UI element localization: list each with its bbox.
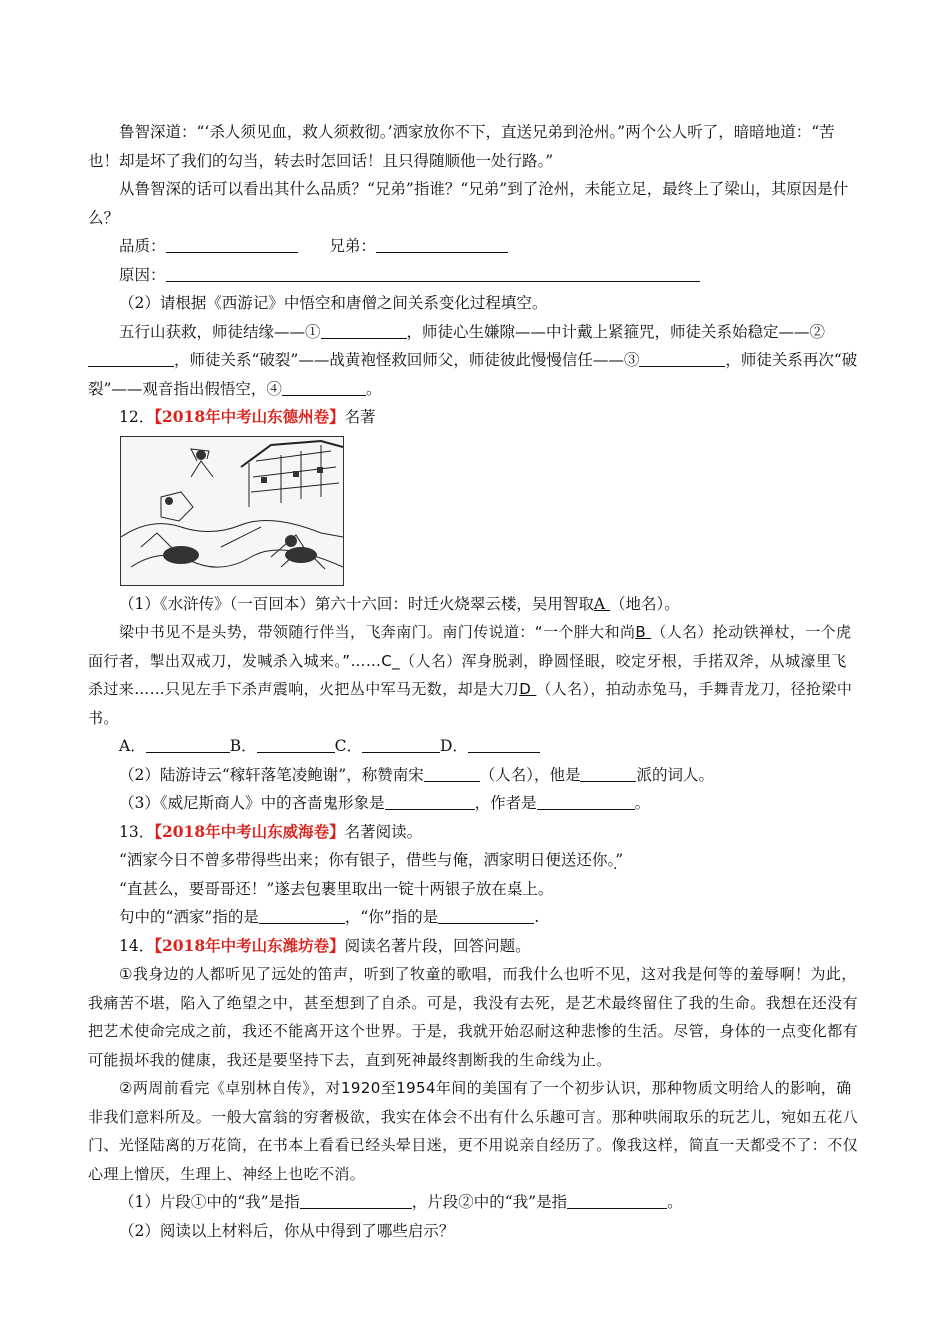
q14-para2: ②两周前看完《卓别林自传》，对1920至1954年间的美国有了一个初步认识，那种物质文明给人的影响，确非我们意料所及。一般大富翁的穷奢极欲，我实在体会不出有什么乐趣可言。那种哄闹取乐的玩艺儿，宛如五花八门、光怪陆离的万花筒，在书本上看看已经头晕目迷，更不用说亲自经历了。像我这样，简直一天都受不了：不仅心理上憎厌，生理上、神经上也吃不消。 — [88, 1079, 859, 1183]
blank-3[interactable] — [639, 348, 725, 367]
q11-question: 从鲁智深的话可以看出其什么品质？“兄弟”指谁？“兄弟”到了沧州，未能立足，最终上了梁山，其原因是什么？ — [88, 180, 849, 227]
blank-D[interactable]: D — [519, 680, 537, 698]
q14-para1: ①我身边的人都听见了远处的笛声，听到了牧童的歌唱，而我什么也听不见，这对我是何等的羞辱啊！为此，我痛苦不堪，陷入了绝望之中，甚至想到了自杀。可是，我没有去死，是艺术最终留住了我的生命。我想在还没有把艺术使命完成之前，我还不能离开这个世界。于是，我就开始忍耐这种悲惨的生活。尽管，身体的一点变化都有可能损坏我的健康，我还是要坚持下去，直到死神最终割断我的生命线为止。 — [88, 965, 859, 1069]
blank-me-2[interactable] — [567, 1190, 667, 1209]
blank-reason[interactable] — [166, 263, 700, 282]
q12-part1: （1）《水浒传》（一百回本）第六十六回：时迁火烧翠云楼，吴用智取A （地名）。 — [119, 594, 680, 613]
answer-C[interactable] — [362, 734, 440, 753]
blank-school[interactable] — [580, 763, 636, 782]
illustration-svg — [121, 437, 343, 585]
blank-A[interactable]: A — [593, 594, 610, 613]
blank-author[interactable] — [537, 791, 635, 810]
answer-A[interactable] — [146, 734, 230, 753]
q13-line1: “洒家今日不曾多带得些出来；你有银子，借些与俺，洒家明日便送还你。” — [119, 851, 624, 869]
q11-passage: 鲁智深道：“‘杀人须见血，救人须救彻。’洒家放你不下，直送兄弟到沧州。”两个公人听了，暗暗地道：“苦也！却是坏了我们的勾当，转去时怎回话！且只得随顺他一处行路。” — [88, 123, 835, 170]
blank-poet[interactable] — [424, 763, 480, 782]
answer-D[interactable] — [468, 734, 540, 753]
emphasis-ni: 你 — [591, 851, 608, 869]
q14-source: 【2018年中考山东潍坊卷】 — [154, 935, 345, 955]
q12-answers: A． B． C． D． — [88, 732, 860, 761]
blank-4[interactable] — [282, 377, 366, 396]
q11-part2-fill: 五行山获救，师徒结缘——① ，师徒心生嫌隙——中计戴上紧箍咒，师徒关系始稳定——②，师徒关系“破裂”——战黄袍怪救回师父，师徒彼此慢慢信任——③ ，师徒关系再次“破裂”——观音指出假悟空，④ 。 — [88, 318, 860, 404]
q14-header: 14．【2018年中考山东潍坊卷】阅读名著片段，回答问题。 — [119, 935, 531, 955]
answer-B[interactable] — [257, 734, 335, 753]
q11-answer-line-2: 原因： — [88, 261, 860, 290]
q14-part1: （1）片段①中的“我”是指 ，片段②中的“我”是指 。 — [88, 1188, 860, 1217]
blank-1[interactable] — [321, 320, 407, 339]
blank-ni[interactable] — [438, 905, 534, 924]
blank-sajia[interactable] — [259, 905, 345, 924]
q13-source: 【2018年中考山东威海卷】 — [154, 821, 345, 841]
q13-line2: “直甚么，要哥哥还！”遂去包裹里取出一锭十两银子放在桌上。 — [119, 879, 554, 898]
q12-part2: （2）陆游诗云“稼轩落笔凌鲍谢”，称赞南宋 （人名），他是 派的词人。 — [88, 761, 860, 790]
q12-header: 12．【2018年中考山东德州卷】名著 — [119, 407, 376, 426]
battle-illustration — [120, 436, 344, 586]
blank-quality[interactable] — [166, 234, 298, 253]
blank-me-1[interactable] — [300, 1190, 412, 1209]
q12-part3: （3）《威尼斯商人》中的吝啬鬼形象是 ，作者是 。 — [88, 789, 860, 818]
blank-brother[interactable] — [376, 234, 508, 253]
q11-part2-prompt: （2）请根据《西游记》中悟空和唐僧之间关系变化过程填空。 — [119, 294, 548, 312]
q13-question: 句中的“洒家”指的是 ，“你”指的是 . — [88, 903, 860, 932]
q13-header: 13．【2018年中考山东威海卷】名著阅读。 — [119, 821, 423, 841]
blank-miser[interactable] — [385, 791, 475, 810]
blank-2[interactable] — [88, 348, 174, 367]
q11-answer-line-1: 品质： 兄弟： — [88, 232, 860, 261]
q12-source: 【2018年中考山东德州卷】 — [154, 407, 345, 426]
q12-passage: 梁中书见不是头势，带领随行伴当，飞奔南门。南门传说道：“一个胖大和尚B （人名）抡动铁禅杖，一个虎面行者，掣出双戒刀，发喊杀入城来。”……C_（人名）浑身脱剥，睁圆怪眼，咬定牙根，手掿双斧，从城濠里飞杀过来……只见左手下杀声震响，火把丛中军马无数，却是大刀D （人名），拍动赤兔马，手舞青龙刀，径抢梁中书。 — [88, 623, 853, 727]
blank-B[interactable]: B — [635, 623, 652, 641]
document-page — [88, 118, 860, 1245]
q14-part2: （2）阅读以上材料后，你从中得到了哪些启示？ — [119, 1221, 455, 1240]
